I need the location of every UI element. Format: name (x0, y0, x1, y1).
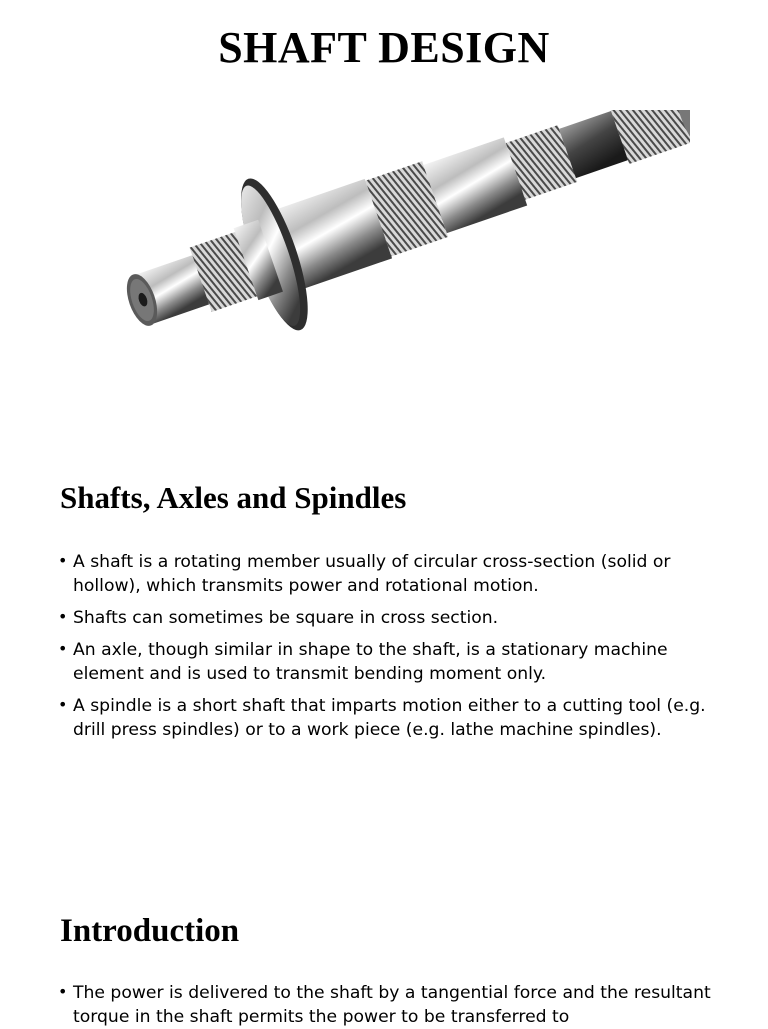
list-item: • The power is delivered to the shaft by a tangential force and the resultant torque in the shaft permits the power to be transferred to (58, 981, 718, 1029)
shaft-image (100, 110, 690, 350)
section-heading-introduction: Introduction (60, 913, 240, 949)
list-item: • A spindle is a short shaft that imparts motion either to a cutting tool (e.g. drill press spindles) or to a work piece (e.g. lathe machine spindles). (58, 694, 718, 742)
shaft-illustration (100, 110, 690, 350)
bullet-list-shafts (58, 550, 718, 750)
page-title: SHAFT DESIGN (218, 23, 550, 72)
list-item: • Shafts can sometimes be square in cross section. (58, 606, 718, 630)
list-item: • An axle, though similar in shape to the shaft, is a stationary machine element and is used to transmit bending moment only. (58, 638, 718, 686)
section-heading-shafts: Shafts, Axles and Spindles (60, 480, 407, 515)
bullet-list-introduction (58, 981, 718, 1029)
list-item: • A shaft is a rotating member usually of circular cross-section (solid or hollow), which transmits power and rotational motion. (58, 550, 718, 598)
